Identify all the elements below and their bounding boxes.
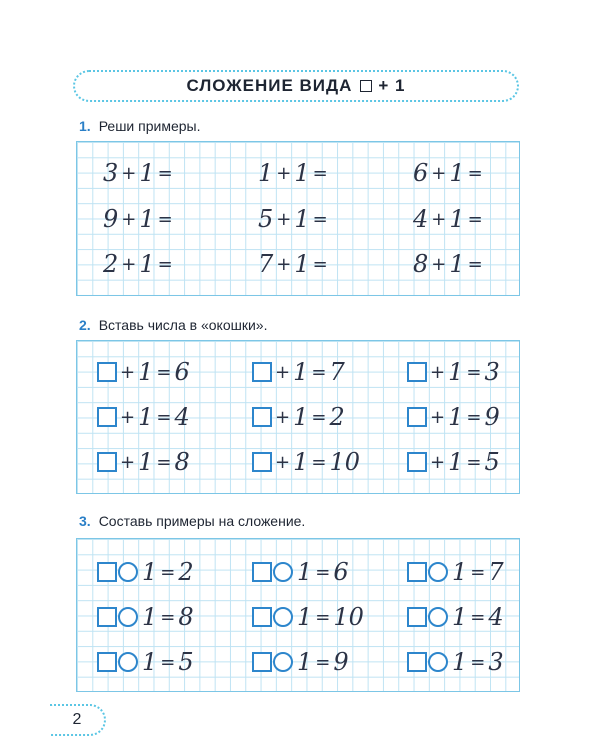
addend-one: 1 <box>449 159 465 187</box>
plus-sign: + <box>430 451 446 473</box>
answer-box[interactable] <box>407 452 427 472</box>
addend: 2 <box>103 250 119 278</box>
example <box>97 447 190 477</box>
result: 6 <box>333 558 349 586</box>
answer-box[interactable] <box>407 407 427 427</box>
equals-sign: = <box>467 162 483 184</box>
addend-one: 1 <box>452 603 468 631</box>
equals-sign: = <box>470 561 486 583</box>
task-1-heading <box>79 118 200 134</box>
result: 5 <box>178 648 194 676</box>
addend-one: 1 <box>297 558 313 586</box>
addend-one: 1 <box>297 648 313 676</box>
example <box>97 647 194 677</box>
plus-sign: + <box>120 361 136 383</box>
plus-sign: + <box>120 406 136 428</box>
example <box>258 204 331 234</box>
addend-one: 1 <box>294 159 310 187</box>
equals-sign: = <box>466 451 482 473</box>
answer-box[interactable] <box>252 362 272 382</box>
task-instruction: Вставь числа в «окошки». <box>98 317 268 333</box>
empty-box-icon <box>360 80 372 92</box>
example <box>258 249 331 279</box>
answer-box[interactable] <box>97 452 117 472</box>
example <box>97 402 190 432</box>
plus-sign: + <box>275 406 291 428</box>
equals-sign: = <box>157 162 173 184</box>
example <box>252 647 349 677</box>
answer-box[interactable] <box>97 362 117 382</box>
sign-circle[interactable] <box>273 562 293 582</box>
addend: 6 <box>413 159 429 187</box>
addend: 8 <box>413 250 429 278</box>
answer-box[interactable] <box>97 562 117 582</box>
addend-one: 1 <box>294 250 310 278</box>
task-number: 2. <box>79 317 91 333</box>
example <box>407 602 504 632</box>
sign-circle[interactable] <box>118 607 138 627</box>
example <box>252 557 349 587</box>
result: 8 <box>174 448 190 476</box>
plus-sign: + <box>276 162 292 184</box>
task-3-heading <box>79 513 305 529</box>
example <box>252 402 345 432</box>
answer-box[interactable] <box>252 562 272 582</box>
plus-sign: + <box>276 208 292 230</box>
equals-sign: = <box>467 253 483 275</box>
result: 4 <box>174 403 190 431</box>
addend-one: 1 <box>293 358 309 386</box>
equals-sign: = <box>160 651 176 673</box>
example <box>103 158 176 188</box>
result: 5 <box>484 448 500 476</box>
addend-one: 1 <box>297 603 313 631</box>
plus-sign: + <box>121 162 137 184</box>
result: 7 <box>329 358 345 386</box>
plus-sign: + <box>430 406 446 428</box>
sign-circle[interactable] <box>118 652 138 672</box>
example <box>97 557 194 587</box>
addend-one: 1 <box>448 448 464 476</box>
example <box>413 158 486 188</box>
equals-sign: = <box>160 606 176 628</box>
example <box>97 602 194 632</box>
result: 10 <box>333 603 364 631</box>
equals-sign: = <box>312 162 328 184</box>
equals-sign: = <box>315 561 331 583</box>
equals-sign: = <box>470 651 486 673</box>
addend-one: 1 <box>138 403 154 431</box>
addend-one: 1 <box>142 648 158 676</box>
equals-sign: = <box>311 361 327 383</box>
plus-sign: + <box>275 451 291 473</box>
result: 2 <box>329 403 345 431</box>
sign-circle[interactable] <box>273 652 293 672</box>
answer-box[interactable] <box>407 362 427 382</box>
equals-sign: = <box>311 406 327 428</box>
example <box>103 249 176 279</box>
equals-sign: = <box>156 451 172 473</box>
addend: 4 <box>413 205 429 233</box>
section-title-frame <box>73 70 519 102</box>
title-suffix: + 1 <box>378 76 406 95</box>
sign-circle[interactable] <box>273 607 293 627</box>
task-instruction: Составь примеры на сложение. <box>98 513 306 529</box>
result: 9 <box>333 648 349 676</box>
plus-sign: + <box>431 208 447 230</box>
page-number <box>50 704 106 736</box>
sign-circle[interactable] <box>428 652 448 672</box>
result: 8 <box>178 603 194 631</box>
equals-sign: = <box>315 606 331 628</box>
addend-one: 1 <box>448 358 464 386</box>
equals-sign: = <box>466 406 482 428</box>
answer-box[interactable] <box>252 407 272 427</box>
result: 4 <box>488 603 504 631</box>
answer-box[interactable] <box>407 607 427 627</box>
plus-sign: + <box>431 253 447 275</box>
result: 2 <box>178 558 194 586</box>
task-2-grid <box>76 340 520 494</box>
equals-sign: = <box>156 361 172 383</box>
equals-sign: = <box>312 208 328 230</box>
task-2-heading <box>79 317 267 333</box>
plus-sign: + <box>430 361 446 383</box>
addend-one: 1 <box>452 648 468 676</box>
addend-one: 1 <box>452 558 468 586</box>
equals-sign: = <box>157 208 173 230</box>
sign-circle[interactable] <box>118 562 138 582</box>
answer-box[interactable] <box>97 607 117 627</box>
example <box>252 602 364 632</box>
addend-one: 1 <box>448 403 464 431</box>
example <box>103 204 176 234</box>
plus-sign: + <box>431 162 447 184</box>
equals-sign: = <box>466 361 482 383</box>
equals-sign: = <box>315 651 331 673</box>
answer-box[interactable] <box>97 407 117 427</box>
answer-box[interactable] <box>252 652 272 672</box>
task-1-grid <box>76 141 520 296</box>
addend-one: 1 <box>139 250 155 278</box>
addend-one: 1 <box>139 205 155 233</box>
result: 3 <box>484 358 500 386</box>
addend: 5 <box>258 205 274 233</box>
example <box>252 357 345 387</box>
plus-sign: + <box>120 451 136 473</box>
result: 7 <box>488 558 504 586</box>
sign-circle[interactable] <box>428 607 448 627</box>
addend-one: 1 <box>294 205 310 233</box>
example <box>97 357 190 387</box>
addend-one: 1 <box>293 448 309 476</box>
equals-sign: = <box>470 606 486 628</box>
plus-sign: + <box>275 361 291 383</box>
page-number-text: 2 <box>72 711 82 728</box>
equals-sign: = <box>156 406 172 428</box>
addend: 9 <box>103 205 119 233</box>
example <box>407 647 504 677</box>
addend: 7 <box>258 250 274 278</box>
example <box>258 158 331 188</box>
equals-sign: = <box>160 561 176 583</box>
task-3-grid <box>76 538 520 692</box>
answer-box[interactable] <box>407 652 427 672</box>
addend-one: 1 <box>142 558 158 586</box>
addend-one: 1 <box>293 403 309 431</box>
answer-box[interactable] <box>252 607 272 627</box>
answer-box[interactable] <box>97 652 117 672</box>
addend-one: 1 <box>139 159 155 187</box>
answer-box[interactable] <box>407 562 427 582</box>
plus-sign: + <box>276 253 292 275</box>
example <box>413 249 486 279</box>
example <box>407 357 500 387</box>
example <box>252 447 360 477</box>
addend-one: 1 <box>142 603 158 631</box>
addend: 1 <box>258 159 274 187</box>
answer-box[interactable] <box>252 452 272 472</box>
addend-one: 1 <box>138 448 154 476</box>
equals-sign: = <box>157 253 173 275</box>
result: 9 <box>484 403 500 431</box>
task-number: 1. <box>79 118 91 134</box>
task-instruction: Реши примеры. <box>98 118 201 134</box>
plus-sign: + <box>121 253 137 275</box>
example <box>413 204 486 234</box>
example <box>407 557 504 587</box>
plus-sign: + <box>121 208 137 230</box>
addend-one: 1 <box>449 250 465 278</box>
task-number: 3. <box>79 513 91 529</box>
equals-sign: = <box>312 253 328 275</box>
equals-sign: = <box>311 451 327 473</box>
addend-one: 1 <box>138 358 154 386</box>
sign-circle[interactable] <box>428 562 448 582</box>
title-prefix: СЛОЖЕНИЕ ВИДА <box>186 76 353 95</box>
addend: 3 <box>103 159 119 187</box>
addend-one: 1 <box>449 205 465 233</box>
example <box>407 402 500 432</box>
result: 6 <box>174 358 190 386</box>
equals-sign: = <box>467 208 483 230</box>
page-title <box>186 76 405 96</box>
result: 10 <box>329 448 361 476</box>
example <box>407 447 500 477</box>
result: 3 <box>488 648 504 676</box>
